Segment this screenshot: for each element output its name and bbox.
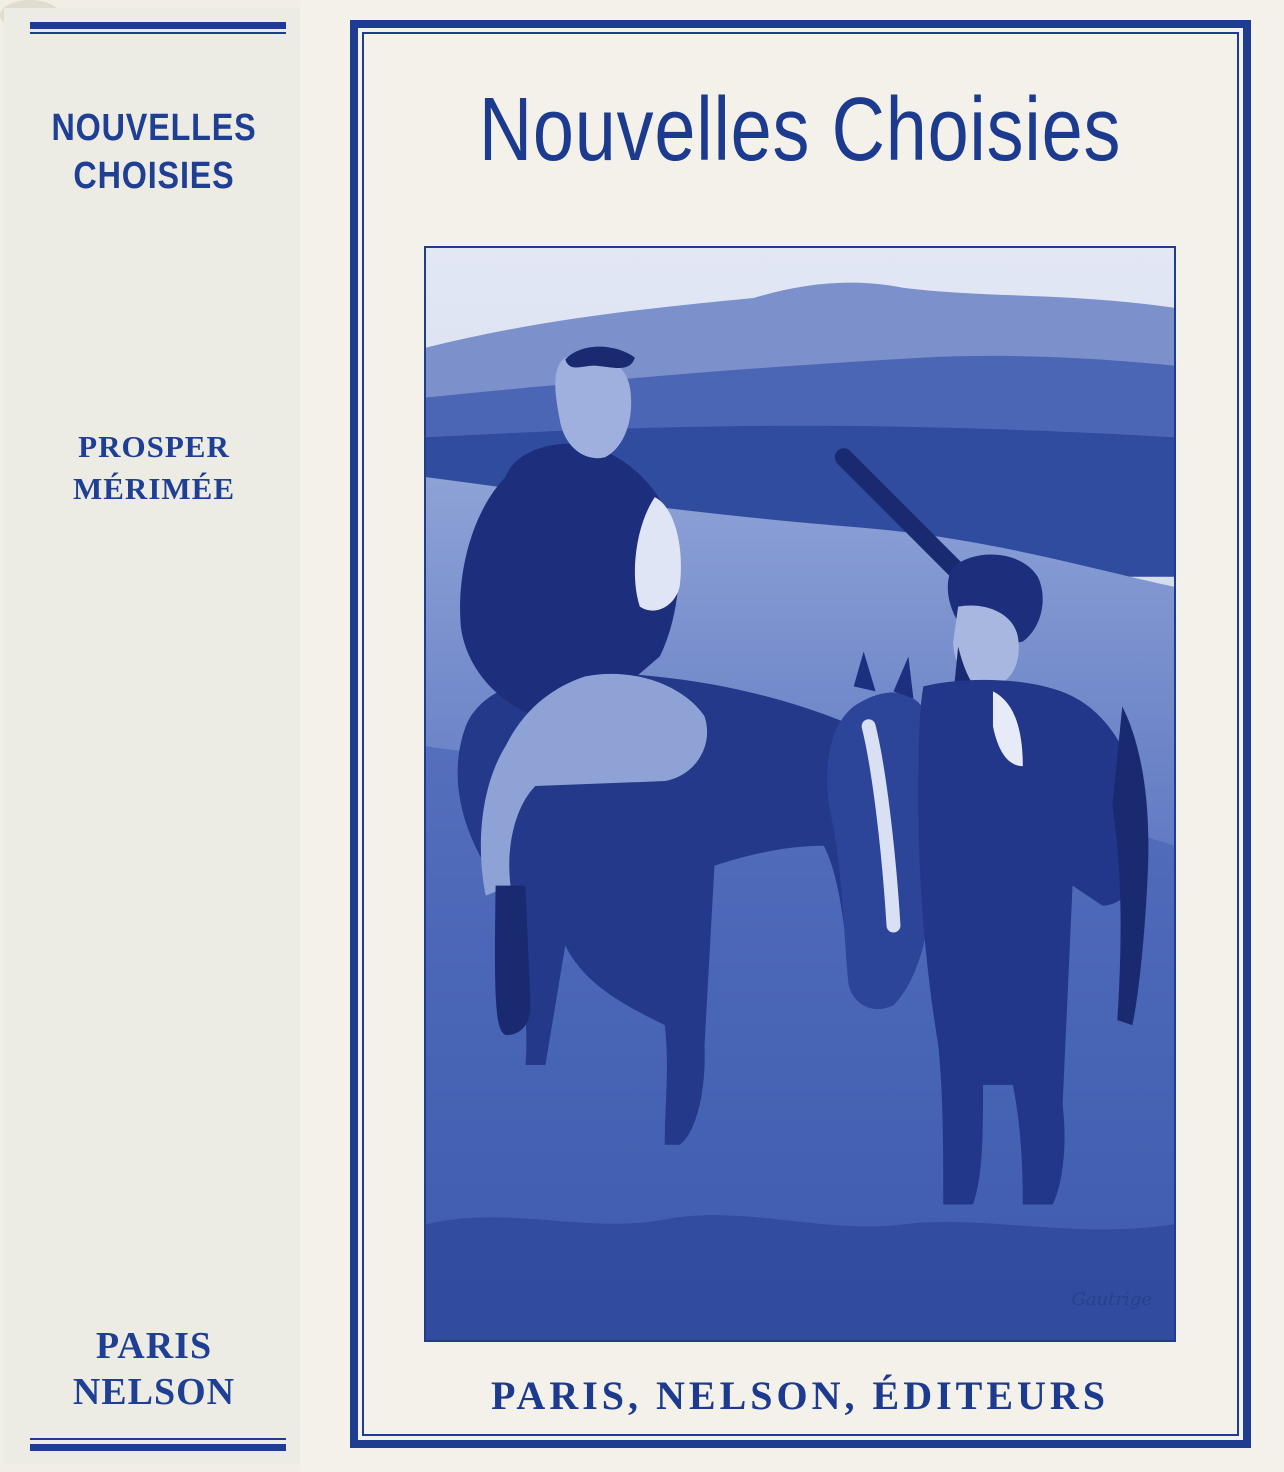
illustration-drawing xyxy=(426,248,1174,1340)
spine-publisher-line2: NELSON xyxy=(72,1371,236,1413)
spine-publisher-line1: PARIS xyxy=(95,1325,213,1367)
cover-illustration xyxy=(424,246,1176,1342)
spine-title-line2: CHOISIES xyxy=(73,155,235,197)
spine-author-line2: MÉRIMÉE xyxy=(73,471,235,506)
spine-title-line1: NOUVELLES xyxy=(51,107,257,149)
spine-bottom-rule xyxy=(30,1444,286,1451)
front-cover xyxy=(300,0,1284,1472)
spine-top-rule-thin xyxy=(30,32,286,34)
spine-bottom-rule-thin xyxy=(30,1438,286,1440)
rider-boot xyxy=(495,886,531,1035)
spine-top-rule xyxy=(30,22,286,29)
illustrator-signature: Gautrige xyxy=(1071,1289,1152,1310)
spine-author-line1: PROSPER xyxy=(78,429,230,464)
spine-author xyxy=(18,426,290,510)
cover-title: Nouvelles Choisies xyxy=(478,80,1122,180)
spine-publisher xyxy=(18,1323,290,1415)
spine-title xyxy=(38,104,269,200)
foreground-scrub xyxy=(426,1215,1174,1340)
cover-publisher: PARIS, NELSON, ÉDITEURS xyxy=(490,1373,1110,1418)
spine xyxy=(4,8,300,1464)
